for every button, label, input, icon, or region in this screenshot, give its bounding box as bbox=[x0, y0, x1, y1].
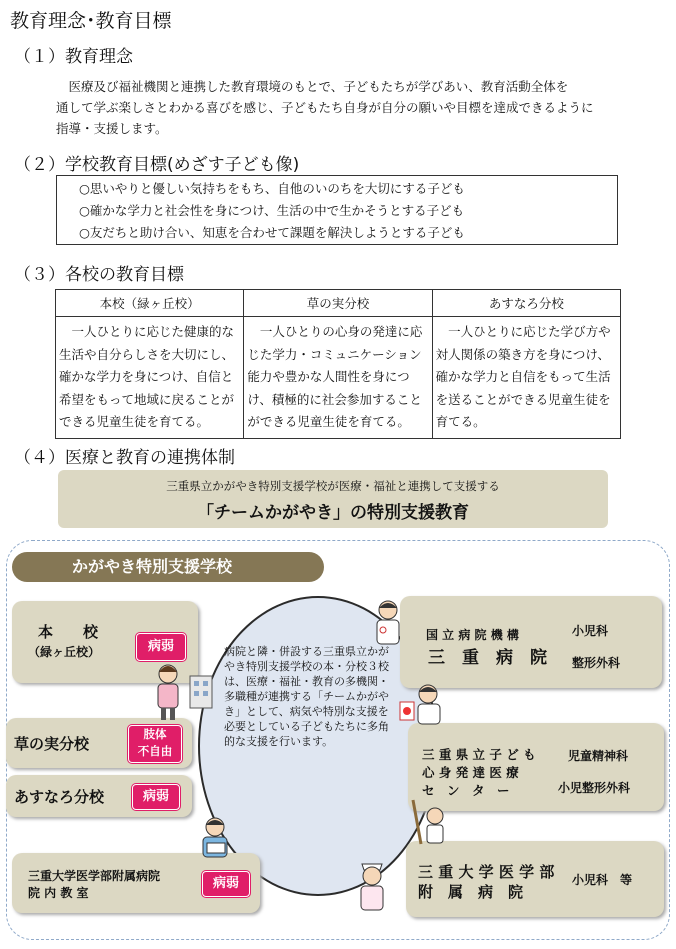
table-cell: 一人ひとりに応じた健康的な生活や自分らしさを大切にし、確かな学力を身につけ、自信と希望をもって地域に戻ることができる児童生徒を育てる。 bbox=[56, 317, 244, 439]
goal-item: ○友だちと助け合い、知恵を合わせて課題を解決しようとする子ども bbox=[79, 225, 465, 240]
nurse-icon bbox=[398, 682, 448, 726]
center-description: 病院と隣・併設する三重県立かがやき特別支援学校の本・分校３校は、医療・福祉・教育の多機関・多職種が連携する「チームかがやき」として、病気や特別な支援を必要としている子どもたちに多角的な支援を行います。 bbox=[224, 645, 389, 748]
badge-byojaku: 病弱 bbox=[132, 784, 180, 810]
goal-item: ○思いやりと優しい気持ちをもち、自他のいのちを大切にする子ども bbox=[79, 181, 465, 196]
classroom-hospital-name: 三重大学医学部附属病院 bbox=[28, 869, 161, 883]
box-kusanomi bbox=[6, 718, 192, 768]
classroom-name: 院 内 教 室 bbox=[28, 886, 89, 900]
goals-box bbox=[56, 175, 618, 245]
main-school-name: 本 校 bbox=[38, 623, 99, 641]
page-title: 教育理念･教育目標 bbox=[10, 10, 172, 32]
section-heading-collaboration: （４）医療と教育の連携体制 bbox=[14, 448, 235, 468]
philosophy-text bbox=[56, 76, 616, 139]
goal-item: ○確かな学力と社会性を身につけ、生活の中で生かそうとする子ども bbox=[79, 203, 465, 218]
center-name-line: セ ン タ ー bbox=[422, 783, 510, 798]
badge-byojaku: 病弱 bbox=[202, 871, 250, 897]
dept-label: 児童精神科 bbox=[568, 749, 629, 763]
badge-byojaku: 病弱 bbox=[136, 633, 186, 661]
mie-hospital-name: 三 重 病 院 bbox=[428, 648, 547, 668]
building-icon bbox=[186, 672, 216, 712]
banner-title: 「チームかがやき」の特別支援教育 bbox=[197, 503, 469, 523]
philosophy-line: 医療及び福祉機関と連携した教育環境のもとで、子どもたちが学びあい、教育活動全体を bbox=[56, 79, 569, 94]
table-cell: 一人ひとりに応じた学び方や対人関係の築き方を身につけ、確かな学力と自信をもって生活を送ることができる児童生徒を育てる。 bbox=[432, 317, 620, 439]
table-cell: 一人ひとりの心身の発達に応じた学力・コミュニケーション能力や豊かな人間性を身につけ、積極的に社会参加することができる児童生徒を育てる。 bbox=[244, 317, 432, 439]
school-goals-table bbox=[55, 289, 621, 439]
team-banner bbox=[58, 470, 608, 528]
student-reading-icon bbox=[195, 815, 239, 863]
dept-label: 小児科 bbox=[572, 624, 609, 638]
dept-label: 整形外科 bbox=[572, 656, 621, 670]
badge-shitai-fujiyu bbox=[128, 725, 182, 763]
box-mie-hospital bbox=[400, 596, 662, 688]
doctor-icon bbox=[370, 598, 406, 648]
section-heading-philosophy: （１）教育理念 bbox=[14, 47, 133, 67]
kusanomi-name: 草の実分校 bbox=[14, 735, 90, 753]
philosophy-line: 通して学ぶ楽しさとわかる喜びを感じ、子どもたち自身が自分の願いや目標を達成できるように bbox=[56, 100, 594, 115]
badge-text: 不自由 bbox=[137, 744, 173, 758]
dept-label: 小児整形外科 bbox=[558, 781, 631, 795]
dept-label: 小児科 等 bbox=[572, 873, 633, 887]
crutch-icon bbox=[405, 796, 449, 848]
center-name-line: 心 身 発 達 医 療 bbox=[422, 765, 519, 780]
nurse-figure-icon bbox=[352, 858, 392, 914]
asunaro-name: あすなろ分校 bbox=[14, 788, 105, 806]
center-name-line: 三 重 県 立 子 ど も bbox=[422, 747, 536, 762]
table-header: 草の実分校 bbox=[244, 290, 432, 317]
section-heading-school-goals: （３）各校の教育目標 bbox=[14, 265, 184, 285]
mie-hospital-org: 国 立 病 院 機 構 bbox=[426, 628, 519, 642]
section-heading-goals: （２）学校教育目標(めざす子ども像) bbox=[14, 155, 300, 175]
university-hospital-line: 三 重 大 学 医 学 部 bbox=[418, 863, 555, 881]
university-hospital-line: 附 属 病 院 bbox=[418, 883, 524, 901]
box-asunaro bbox=[6, 775, 192, 817]
box-university-hospital bbox=[406, 841, 664, 917]
school-name-label: かがやき特別支援学校 bbox=[12, 552, 324, 582]
table-header: 本校（緑ヶ丘校） bbox=[56, 290, 244, 317]
philosophy-line: 指導・支援します。 bbox=[56, 121, 168, 136]
main-school-subname: （緑ヶ丘校） bbox=[28, 645, 101, 659]
badge-text: 肢体 bbox=[143, 727, 167, 741]
banner-subtitle: 三重県立かがやき特別支援学校が医療・福祉と連携して支援する bbox=[166, 479, 500, 493]
table-header: あすなろ分校 bbox=[432, 290, 620, 317]
